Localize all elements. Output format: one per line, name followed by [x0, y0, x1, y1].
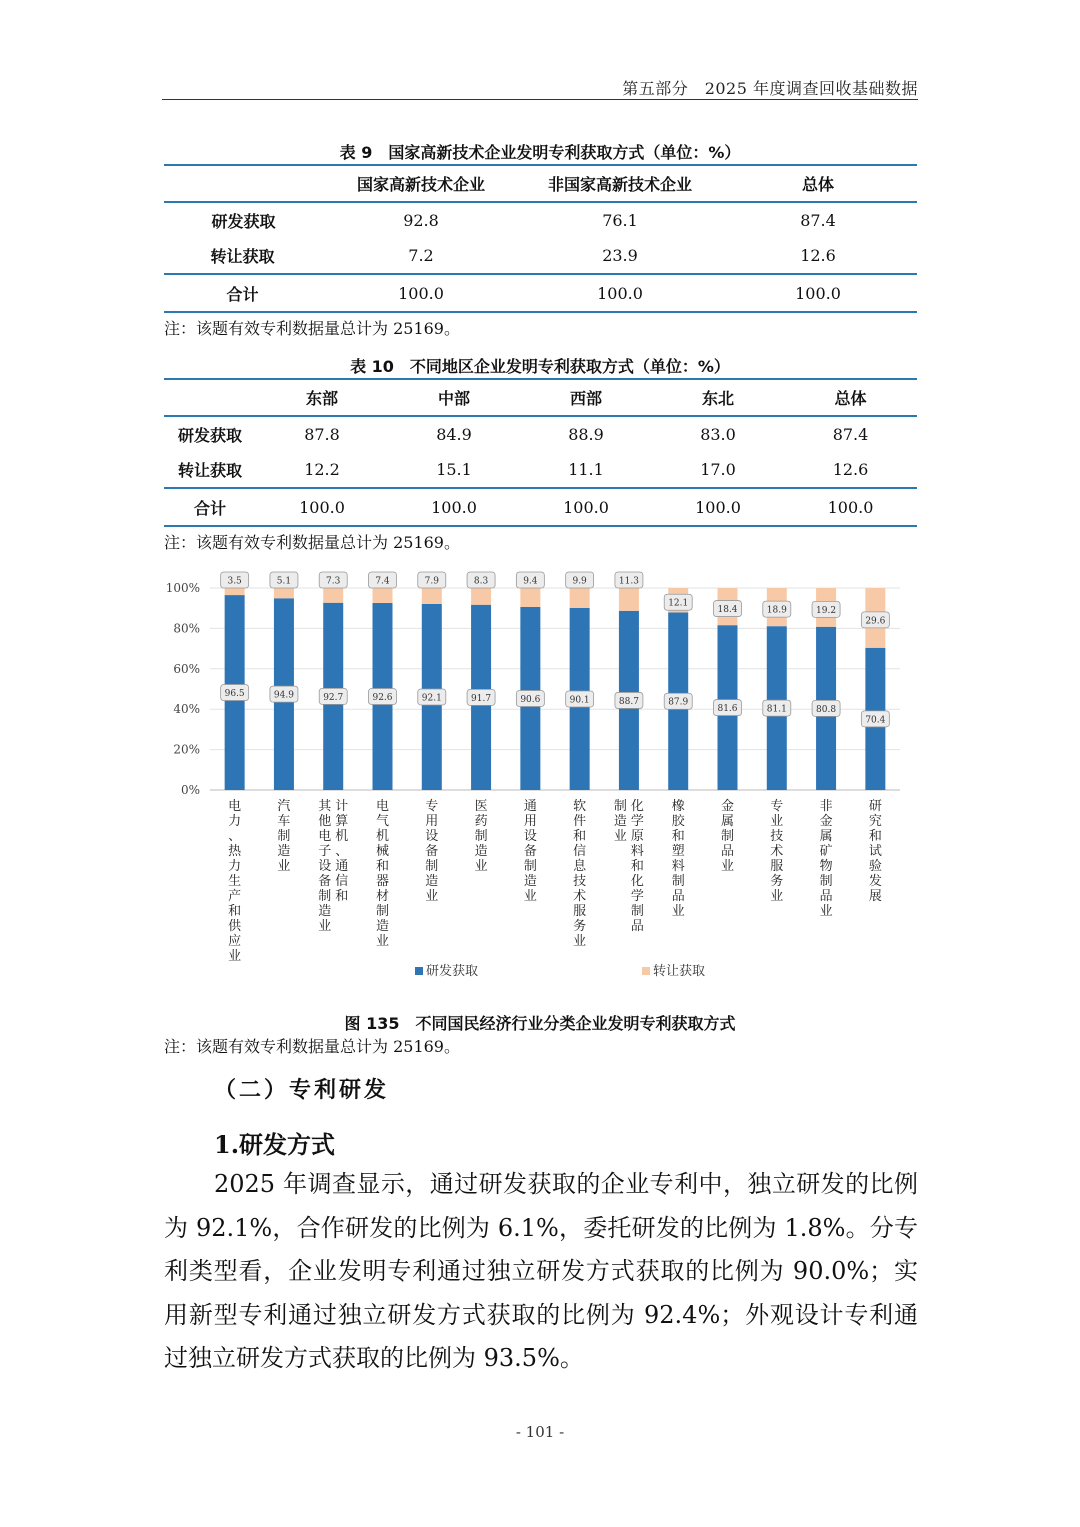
table-cell: 100.0: [597, 283, 643, 303]
table-row: [164, 202, 917, 238]
category-label-char: 制: [277, 829, 291, 844]
data-label-rd: 92.1: [421, 693, 442, 704]
category-label-char: 息: [573, 859, 587, 874]
data-label-transfer: 18.4: [717, 605, 738, 616]
category-label-char: 力: [228, 814, 242, 829]
table9-col-2: 非国家高新技术企业: [547, 175, 692, 194]
table-cell: 17.0: [700, 460, 736, 479]
category-label-char: 造: [375, 919, 390, 934]
table10-col-1: 东部: [305, 389, 338, 408]
category-label-char: 制: [819, 874, 833, 889]
category-label-char: 业: [770, 889, 784, 904]
table9-header-row: [164, 165, 917, 202]
category-label-char: 机: [335, 829, 349, 844]
legend-label-transfer: 转让获取: [653, 964, 706, 979]
data-label-transfer: 18.9: [766, 605, 787, 616]
bar-transfer: [520, 588, 540, 607]
category-label-char: 机: [375, 829, 390, 844]
y-tick-label: 100%: [165, 581, 200, 595]
category-label-char: 学: [630, 889, 644, 904]
category-label-char: 设: [425, 829, 439, 844]
category-label-char: 和: [375, 859, 390, 874]
data-label-rd: 90.6: [520, 694, 541, 705]
category-label-char: 属: [819, 829, 833, 844]
stacked-bar-chart: [160, 562, 920, 1002]
category-label-char: 热: [228, 844, 242, 859]
category-label-char: 制: [720, 829, 735, 844]
legend-swatch-rd: [415, 967, 423, 975]
section-title: （二）专利研发: [214, 1077, 390, 1103]
category-label-char: 汽: [277, 799, 291, 814]
y-tick-label: 60%: [173, 661, 200, 676]
subsection-title: 1.研发方式: [214, 1130, 336, 1159]
data-label-transfer: 9.4: [523, 576, 538, 587]
page-header: 第五部分 2025 年度调查回收基础数据: [622, 79, 918, 98]
category-label-char: 塑: [671, 844, 685, 859]
category-label-char: 属: [720, 814, 735, 829]
table10-caption: 表 10 不同地区企业发明专利获取方式（单位：%）: [350, 357, 730, 376]
category-label-char: 信: [335, 874, 349, 889]
header-rule: [162, 99, 918, 100]
category-label-char: 物: [819, 859, 833, 874]
category-label-char: 胶: [671, 814, 685, 829]
row-label: 转让获取: [177, 461, 242, 480]
category-label-char: 业: [277, 859, 291, 874]
category-label-char: 生: [228, 874, 242, 889]
table9-caption: 表 9 国家高新技术企业发明专利获取方式（单位：%）: [339, 143, 741, 162]
category-label-char: 通: [335, 859, 349, 874]
data-label-rd: 90.1: [569, 695, 590, 706]
data-label-transfer: 5.1: [276, 576, 292, 587]
category-label-char: 制: [318, 889, 332, 904]
category-label-char: 药: [474, 814, 488, 829]
table-cell: 87.8: [304, 425, 340, 444]
bar-transfer: [225, 588, 245, 595]
table9: [164, 164, 917, 313]
bar-transfer: [619, 588, 639, 611]
table-cell: 23.9: [602, 246, 638, 265]
table-cell: 100.0: [827, 497, 874, 517]
category-label-char: 他: [318, 814, 332, 829]
category-label-char: 化: [630, 799, 644, 814]
category-label-char: 供: [228, 919, 242, 934]
row-label: 合计: [193, 498, 226, 518]
table-cell: 100.0: [431, 497, 477, 517]
table9-col-0: [164, 165, 321, 202]
table10-note: 注：该题有效专利数据量总计为 25169。: [164, 533, 460, 552]
y-tick-label: 0%: [180, 783, 200, 797]
category-label-char: 算: [335, 814, 349, 829]
category-label-char: 非: [819, 799, 833, 814]
category-label-char: 品: [630, 919, 644, 934]
category-label-char: 通: [523, 799, 537, 814]
category-label-char: 业: [819, 904, 833, 919]
category-label-char: 料: [671, 859, 685, 874]
category-label-char: 产: [228, 889, 242, 904]
data-label-rd: 81.6: [717, 704, 738, 715]
body-paragraph: 2025 年调查显示，通过研发获取的企业专利中，独立研发的比例为 92.1%，合作研发的比例为 6.1%，委托研发的比例为 1.8%。分专利类型看，企业发明专利通过独立研发方式获取的比例为 90.0%；实用新型专利通过独立研发方式获取的比例为 92.4%；外观设计专利通过独立研发方式获取的比例为 93.5%。: [164, 1170, 918, 1372]
category-label-char: 计: [335, 799, 349, 814]
category-label-char: 业: [474, 859, 488, 874]
y-tick-label: 80%: [173, 621, 200, 636]
table9-note: 注：该题有效专利数据量总计为 25169。: [164, 319, 460, 338]
category-label-char: 气: [375, 814, 390, 829]
data-label-transfer: 12.1: [668, 598, 689, 609]
category-label-char: 用: [425, 814, 439, 829]
category-label-char: 业: [228, 949, 242, 964]
table10-header-row: [164, 379, 917, 416]
data-label-transfer: 7.4: [375, 576, 390, 587]
table-cell: 100.0: [795, 283, 841, 303]
category-label-char: 子: [318, 844, 332, 859]
category-label-char: 业: [523, 889, 537, 904]
table-cell: 76.1: [602, 211, 638, 230]
table-row: [164, 416, 917, 452]
data-label-rd: 92.6: [372, 692, 393, 703]
category-label-char: 品: [671, 889, 685, 904]
category-label-char: 造: [474, 844, 488, 859]
data-label-transfer: 3.5: [227, 576, 242, 587]
category-label-char: 业: [671, 904, 685, 919]
data-label-rd: 96.5: [224, 689, 245, 700]
table-cell: 87.4: [800, 211, 836, 230]
data-label-rd: 92.7: [323, 692, 344, 703]
table-cell: 11.1: [568, 460, 604, 479]
category-label-char: 备: [523, 844, 537, 859]
table-row: [164, 238, 917, 274]
category-label-char: 品: [720, 844, 735, 859]
table-cell: 15.1: [436, 460, 472, 479]
table10-col-3: 西部: [569, 389, 602, 408]
category-label-char: 业: [425, 889, 439, 904]
row-label: 研发获取: [211, 212, 276, 231]
category-label-char: 备: [318, 874, 332, 889]
category-label-char: 造: [523, 874, 537, 889]
category-label-char: 设: [523, 829, 537, 844]
category-label-char: 制: [613, 799, 627, 814]
category-label-char: 务: [573, 919, 587, 934]
data-label-transfer: 11.3: [618, 576, 639, 587]
table-row-total: [164, 274, 917, 312]
category-label-char: 品: [819, 889, 833, 904]
category-label-char: 服: [573, 904, 587, 919]
category-label-char: 电: [318, 829, 332, 844]
bar-transfer: [323, 588, 343, 603]
bar-transfer: [471, 588, 491, 605]
legend-label-rd: 研发获取: [426, 964, 479, 979]
category-label-char: 金: [819, 814, 833, 829]
category-label-char: 医: [474, 799, 488, 814]
data-label-transfer: 7.3: [326, 576, 341, 587]
figure-caption: 图 135 不同国民经济行业分类企业发明专利获取方式: [344, 1014, 736, 1033]
data-label-rd: 87.9: [668, 697, 689, 708]
category-label-char: 造: [425, 874, 439, 889]
data-label-rd: 94.9: [273, 690, 294, 701]
category-label-char: 业: [770, 814, 784, 829]
data-label-transfer: 19.2: [816, 605, 837, 616]
category-label-char: 车: [277, 814, 291, 829]
data-label-rd: 88.7: [618, 696, 639, 707]
category-label-char: 专: [425, 799, 439, 814]
category-label-char: 力: [228, 859, 242, 874]
category-label-char: 技: [770, 829, 784, 844]
data-label-rd: 70.4: [865, 715, 886, 726]
table-cell: 12.6: [832, 460, 869, 479]
category-label-char: 发: [868, 874, 882, 889]
table10-col-5: 总体: [834, 389, 867, 408]
table-row: [164, 452, 917, 488]
category-label-char: 用: [523, 814, 537, 829]
data-label-rd: 81.1: [766, 704, 787, 715]
category-label-char: 造: [613, 814, 627, 829]
table-cell: 100.0: [563, 497, 609, 517]
y-tick-label: 40%: [173, 702, 200, 717]
category-label-char: 料: [630, 844, 644, 859]
category-label-char: 制: [523, 859, 537, 874]
category-label-char: 器: [375, 874, 390, 889]
category-label-char: 业: [318, 919, 332, 934]
category-label-char: 业: [720, 859, 735, 874]
table10: [164, 378, 917, 527]
category-label-char: 软: [573, 799, 587, 814]
bar-transfer: [373, 588, 393, 603]
category-label-char: 设: [318, 859, 332, 874]
category-label-char: 业: [573, 934, 587, 949]
table-cell: 12.2: [304, 460, 340, 479]
table-cell: 12.6: [800, 246, 836, 265]
category-label-char: 件: [573, 814, 587, 829]
category-label-char: 服: [770, 859, 784, 874]
category-label-char: 和: [335, 889, 349, 904]
category-label-char: 金: [720, 799, 735, 814]
category-label-char: 信: [573, 844, 587, 859]
category-label-char: 造: [318, 904, 332, 919]
table-cell: 88.9: [568, 425, 604, 444]
category-label-char: 备: [425, 844, 439, 859]
row-label: 合计: [226, 284, 259, 304]
category-label-char: 展: [868, 889, 882, 904]
category-label-char: 、: [335, 844, 349, 859]
category-label-char: 和: [671, 829, 685, 844]
category-label-char: 专: [770, 799, 784, 814]
table-cell: 7.2: [408, 246, 434, 265]
category-label-char: 和: [630, 859, 644, 874]
table-cell: 92.8: [403, 211, 439, 230]
category-label-char: 技: [573, 874, 587, 889]
category-label-char: 和: [573, 829, 587, 844]
data-label-transfer: 9.9: [572, 576, 587, 587]
category-label-char: 化: [630, 874, 644, 889]
chart-note: 注：该题有效专利数据量总计为 25169。: [164, 1037, 460, 1056]
bar-transfer: [422, 588, 442, 604]
table9-col-3: 总体: [801, 175, 834, 194]
category-label-char: 和: [228, 904, 242, 919]
y-tick-label: 20%: [173, 742, 200, 757]
page-number: - 101 -: [515, 1423, 565, 1441]
table-cell: 83.0: [700, 425, 736, 444]
data-label-rd: 91.7: [471, 693, 492, 704]
category-label-char: 制: [474, 829, 488, 844]
category-label-char: 术: [573, 889, 587, 904]
category-label-char: 试: [868, 844, 882, 859]
category-label-char: 电: [228, 799, 242, 814]
table-cell: 100.0: [299, 497, 345, 517]
category-label-char: 制: [425, 859, 439, 874]
table9-col-1: 国家高新技术企业: [356, 175, 485, 194]
legend-swatch-transfer: [642, 967, 650, 975]
table-cell: 84.9: [436, 425, 472, 444]
table-cell: 87.4: [832, 425, 869, 444]
data-label-transfer: 7.9: [424, 576, 439, 587]
bar-transfer: [570, 588, 590, 608]
row-label: 转让获取: [210, 247, 275, 266]
category-label-char: 其: [318, 799, 332, 814]
table10-col-4: 东北: [701, 389, 734, 408]
category-label-char: 橡: [671, 799, 685, 814]
category-label-char: 业: [613, 829, 627, 844]
category-label-char: 制: [671, 874, 685, 889]
table10-col-0: [164, 379, 256, 416]
category-label-char: 应: [228, 934, 242, 949]
category-label-char: 矿: [819, 844, 833, 859]
data-label-rd: 80.8: [816, 704, 837, 715]
category-label-char: 原: [630, 829, 644, 844]
category-label-char: 材: [375, 889, 390, 904]
table-cell: 100.0: [695, 497, 741, 517]
bar-transfer: [274, 588, 294, 598]
category-label-char: 、: [228, 829, 242, 844]
category-label-char: 研: [868, 799, 882, 814]
category-label-char: 和: [868, 829, 882, 844]
table10-col-2: 中部: [437, 389, 470, 408]
category-label-char: 械: [375, 844, 390, 859]
row-label: 研发获取: [177, 426, 242, 445]
data-label-transfer: 8.3: [473, 576, 489, 587]
data-label-transfer: 29.6: [865, 616, 886, 627]
category-label-char: 业: [375, 934, 390, 949]
category-label-char: 造: [277, 844, 291, 859]
category-label-char: 究: [868, 814, 882, 829]
category-label-char: 制: [375, 904, 390, 919]
category-label-char: 电: [375, 799, 390, 814]
category-label-char: 制: [630, 904, 644, 919]
category-label-char: 验: [868, 859, 882, 874]
category-label-char: 术: [770, 844, 784, 859]
table-row-total: [164, 488, 917, 526]
category-label-char: 学: [630, 814, 644, 829]
table-cell: 100.0: [398, 283, 444, 303]
category-label-char: 务: [770, 874, 784, 889]
